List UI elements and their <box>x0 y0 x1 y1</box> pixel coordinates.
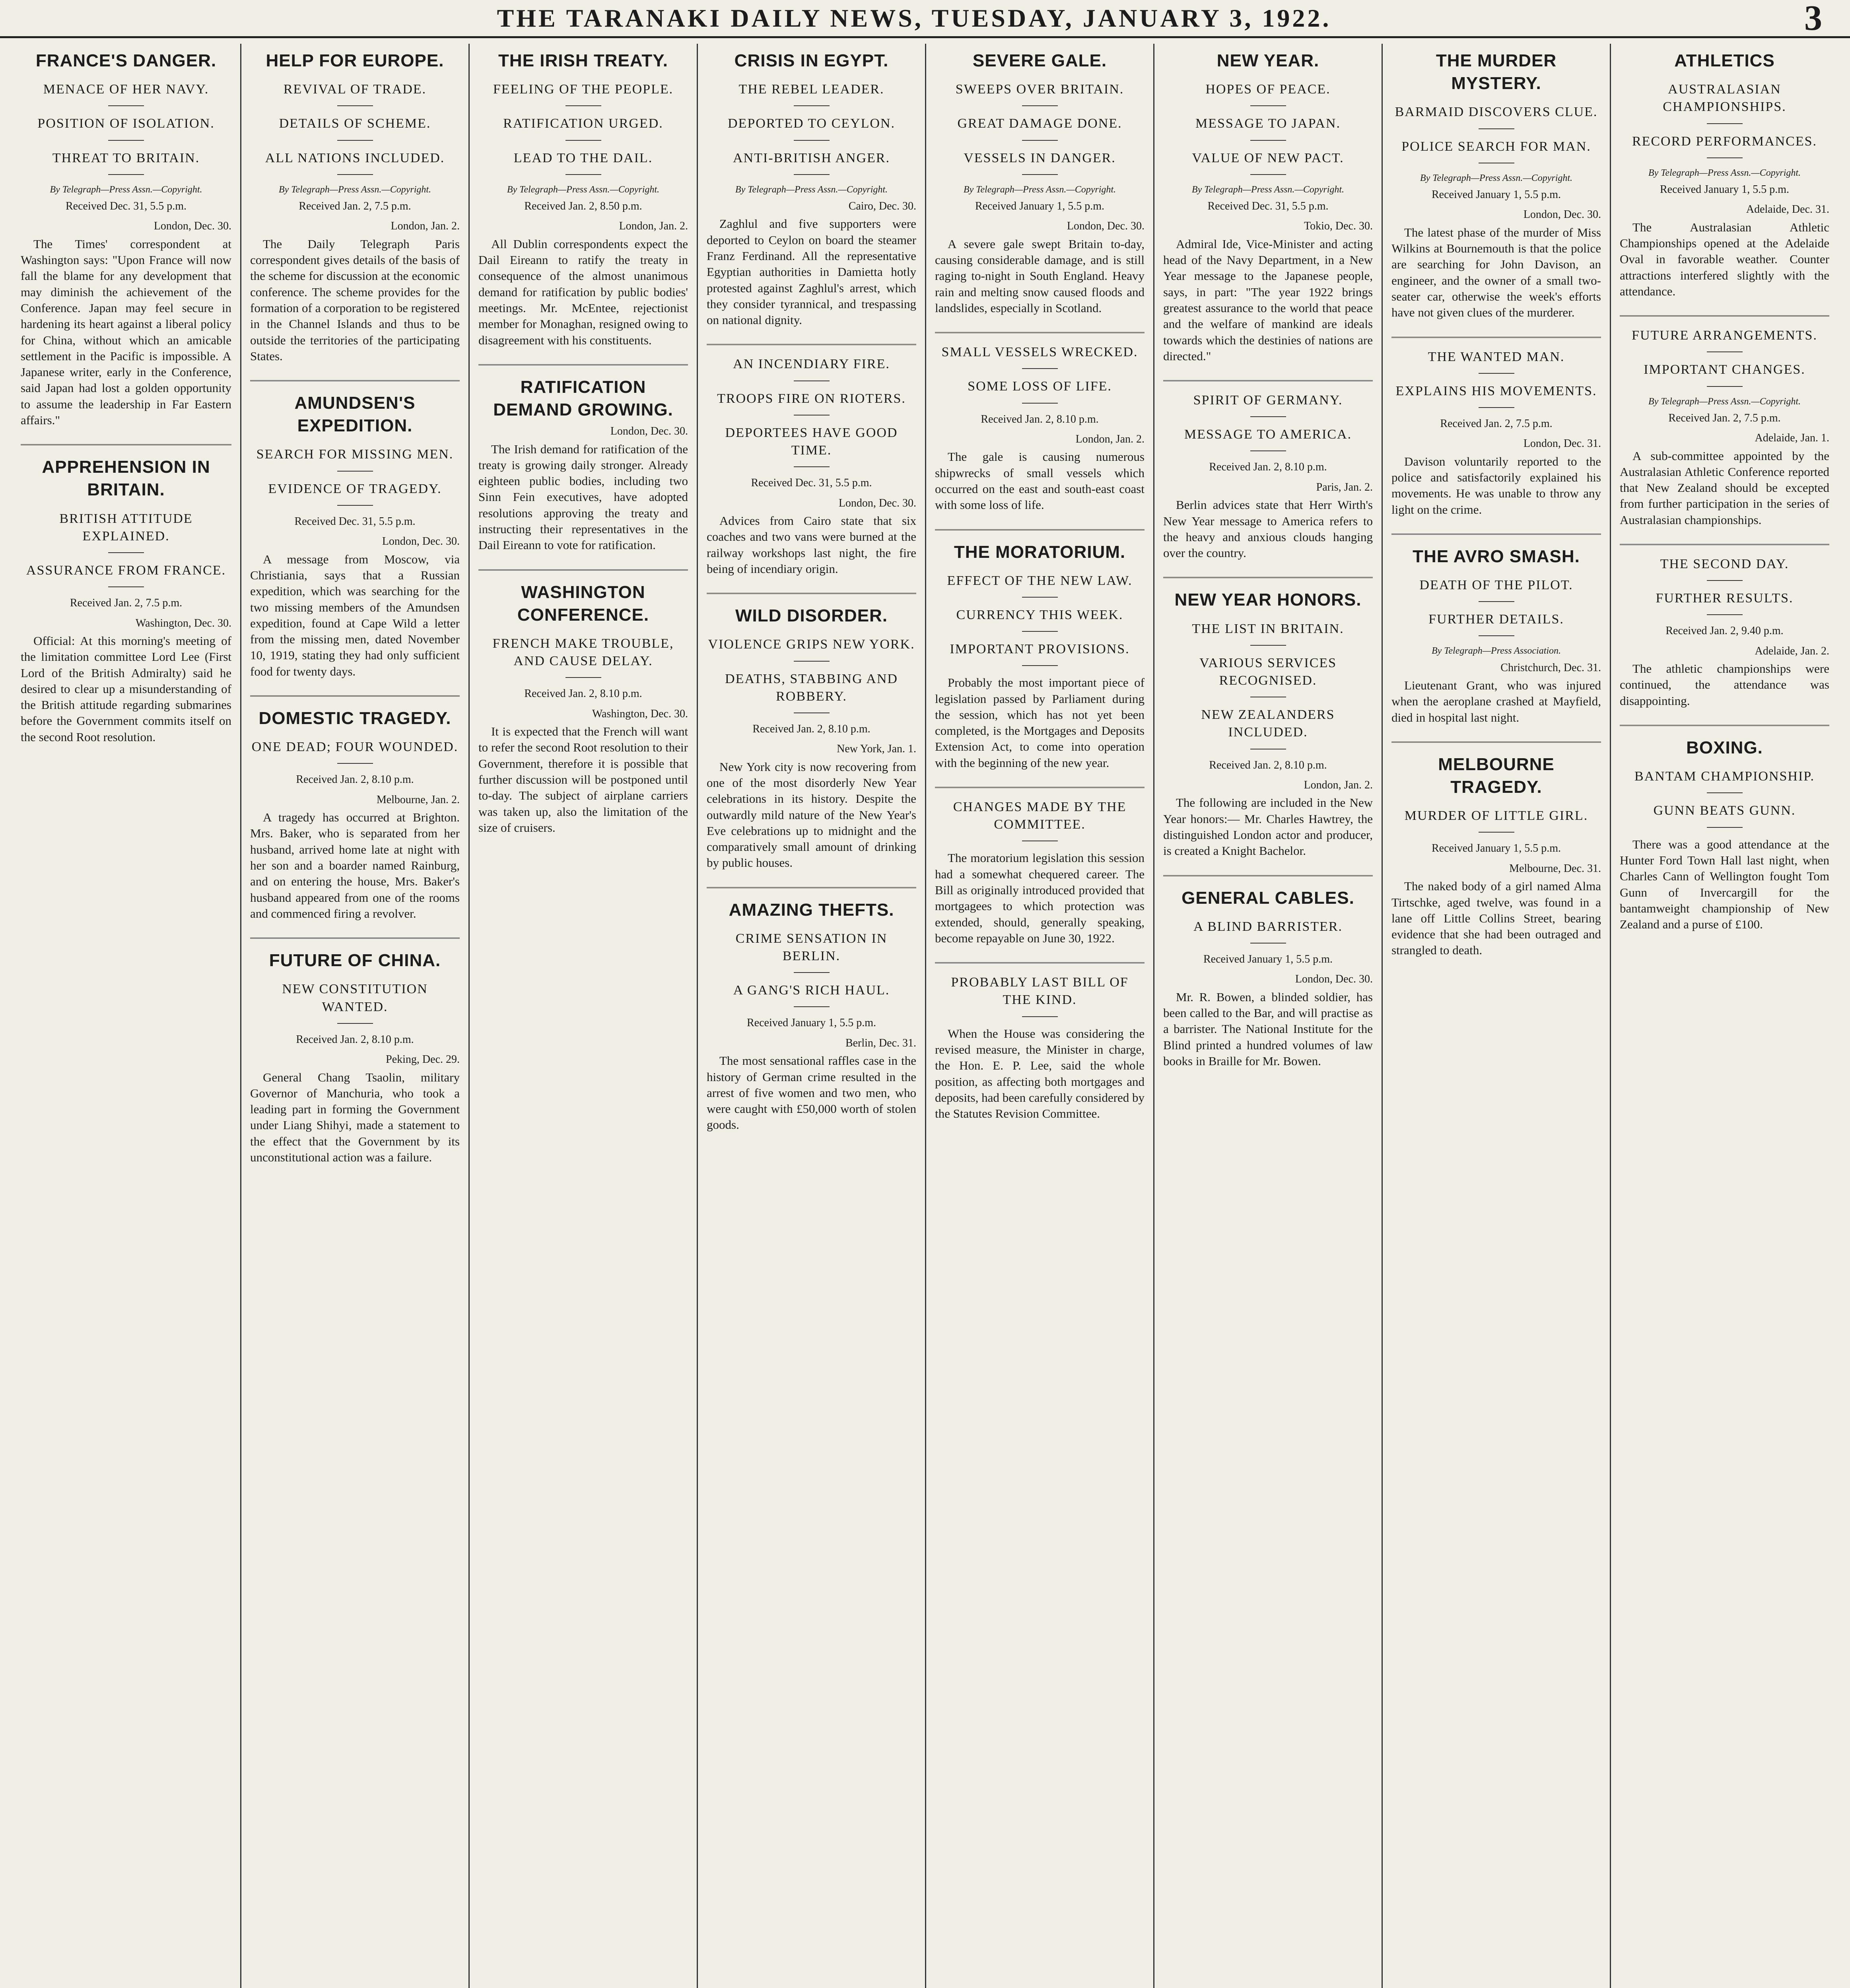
article-body <box>478 724 688 836</box>
article-received: Received Jan. 2, 8.10 p.m. <box>296 773 414 786</box>
article-received: Received Dec. 31, 5.5 p.m. <box>1207 200 1329 212</box>
article <box>935 541 1145 771</box>
article-received: Received January 1, 5.5 p.m. <box>1203 953 1333 965</box>
article-subhead: MENACE OF HER NAVY. <box>21 81 231 106</box>
article-subhead: BRITISH ATTITUDE EXPLAINED. <box>21 510 231 553</box>
article-divider <box>1163 577 1373 578</box>
article-headline: MELBOURNE TRAGEDY. <box>1438 754 1555 797</box>
article-body <box>707 759 916 871</box>
article-received: Received Jan. 2, 8.10 p.m. <box>752 722 871 735</box>
article-dateline: London, Dec. 30. <box>838 497 916 509</box>
article-dateline: London, Jan. 2. <box>1075 433 1145 445</box>
article-paragraph: A message from Moscow, via Christiania, says that a Russian expedition, which was searching for the two missing members of the Amundsen expedition, found at Cape Wild a letter from the missing men, dated November 10, 1919, stating they had only sufficient food for twenty days. <box>250 552 460 678</box>
article-received: Received January 1, 5.5 p.m. <box>975 200 1105 212</box>
article-paragraph: It is expected that the French will want to refer the second Root resolution to their Government, therefore it is possible that further discussion will be postponed until to-day. The subject of airplane carriers was taken up, also the limitation of the size of cruisers. <box>478 724 688 835</box>
article-dateline: Adelaide, Jan. 1. <box>1755 432 1829 445</box>
column-3 <box>468 44 697 1988</box>
article-body <box>1163 236 1373 364</box>
article <box>250 392 460 679</box>
article-subhead: AUSTRALASIAN CHAMPIONSHIPS. <box>1620 81 1829 124</box>
article-dateline: Washington, Dec. 30. <box>592 707 688 720</box>
article-dateline: Adelaide, Jan. 2. <box>1755 645 1829 657</box>
masthead <box>0 0 1850 38</box>
article <box>935 974 1145 1122</box>
article-body <box>1163 497 1373 561</box>
article <box>250 949 460 1165</box>
article-body <box>935 675 1145 771</box>
article-subhead: EXPLAINS HIS MOVEMENTS. <box>1391 382 1601 408</box>
article-body <box>707 1053 916 1133</box>
article-body <box>250 236 460 364</box>
article <box>1391 49 1601 321</box>
article-dateline: Paris, Jan. 2. <box>1316 481 1373 493</box>
article-dateline: London, Dec. 30. <box>610 425 688 438</box>
page-number: 3 <box>1804 0 1822 38</box>
article <box>21 49 231 428</box>
article-body <box>478 236 688 348</box>
article-dateline: Christchurch, Dec. 31. <box>1500 661 1601 674</box>
article-dateline: Melbourne, Jan. 2. <box>376 793 460 806</box>
article-body <box>21 633 231 745</box>
article-subhead: ONE DEAD; FOUR WOUNDED. <box>250 738 460 764</box>
article-headline: BOXING. <box>1686 738 1763 758</box>
article-subhead: SWEEPS OVER BRITAIN. <box>935 81 1145 106</box>
article-subhead: NEW CONSTITUTION WANTED. <box>250 980 460 1023</box>
article-divider <box>1620 725 1829 726</box>
article <box>1163 392 1373 561</box>
article <box>478 581 688 836</box>
article-headline: THE MURDER MYSTERY. <box>1436 51 1557 93</box>
article <box>1391 348 1601 518</box>
column-2 <box>240 44 468 1988</box>
article-subhead: RECORD PERFORMANCES. <box>1620 133 1829 158</box>
article-headline: FUTURE OF CHINA. <box>269 951 441 971</box>
article-received: Received January 1, 5.5 p.m. <box>746 1017 876 1029</box>
article-paragraph: Mr. R. Bowen, a blinded soldier, has been called to the Bar, and will practise as a barrister. The National Institute for the Blind printed a hundred volumes of law books in Braille for Mr. Bowen. <box>1163 990 1373 1068</box>
column-6 <box>1153 44 1382 1988</box>
article-paragraph: Lieutenant Grant, who was injured when the aeroplane crashed at Mayfield, died in hospital last night. <box>1391 678 1601 724</box>
article-subhead: FUTURE ARRANGEMENTS. <box>1620 327 1829 352</box>
article-subhead: LEAD TO THE DAIL. <box>478 149 688 175</box>
article-body <box>1163 989 1373 1069</box>
article-received: Received Jan. 2, 7.5 p.m. <box>70 597 183 610</box>
article-subhead: DEATHS, STABBING AND ROBBERY. <box>707 670 916 713</box>
article-received: Received Jan. 2, 8.50 p.m. <box>524 200 642 212</box>
article-paragraph: When the House was considering the revised measure, the Minister in charge, the Hon. E. P. Lee, said the whole position, as affecting both mortgages and deposits, had been carefully considered by the Statutes Revision Committee. <box>935 1026 1145 1121</box>
article-subhead: MESSAGE TO JAPAN. <box>1163 115 1373 140</box>
article-paragraph: The Daily Telegraph Paris correspondent gives details of the basis of the scheme for discussion at the economic conference. The scheme provides for the formation of a corporation to be registered in the Channel Islands and thus to be outside the territories of the participating States. <box>250 237 460 363</box>
article-received: Received Dec. 31, 5.5 p.m. <box>751 477 872 489</box>
article-headline: APPREHENSION IN BRITAIN. <box>42 457 210 500</box>
article-divider <box>707 344 916 345</box>
masthead-title: THE TARANAKI DAILY NEWS, TUESDAY, JANUARY 3, 1922. <box>497 4 1331 32</box>
article <box>1391 753 1601 959</box>
article-headline: THE IRISH TREATY. <box>498 51 668 70</box>
article-subhead: SPIRIT OF GERMANY. <box>1163 392 1373 417</box>
article-subhead: FURTHER DETAILS. <box>1391 611 1601 636</box>
article-dateline: London, Dec. 30. <box>1523 208 1601 221</box>
article-subhead: SEARCH FOR MISSING MEN. <box>250 446 460 471</box>
article-body <box>1391 678 1601 726</box>
article-subhead: SMALL VESSELS WRECKED. <box>935 344 1145 369</box>
article-subhead: REVIVAL OF TRADE. <box>250 81 460 106</box>
article-paragraph: There was a good attendance at the Hunter Ford Town Hall last night, when Charles Cann of Wellington fought Tom Gunn of Invercargill for the bantamweight championship of New Zealand and a purse of £100. <box>1620 837 1829 932</box>
article-dateline: London, Jan. 2. <box>1304 779 1373 791</box>
article-subhead: DEPORTED TO CEYLON. <box>707 115 916 140</box>
article-divider <box>1391 337 1601 338</box>
article-dateline: Melbourne, Dec. 31. <box>1509 862 1601 875</box>
article-paragraph: Advices from Cairo state that six coaches and two vans were burned at the railway workshops last night, the fire being of incendiary origin. <box>707 513 916 576</box>
article-body <box>707 513 916 577</box>
article-subhead: FRENCH MAKE TROUBLE, AND CAUSE DELAY. <box>478 635 688 678</box>
article-subhead: THE LIST IN BRITAIN. <box>1163 620 1373 646</box>
article-byline: By Telegraph—Press Assn.—Copyright. <box>1648 167 1801 178</box>
article-paragraph: The athletic championships were continued, the attendance was disappointing. <box>1620 662 1829 708</box>
article-byline: By Telegraph—Press Assn.—Copyright. <box>1420 173 1573 183</box>
article-received: Received Dec. 31, 5.5 p.m. <box>294 515 416 528</box>
article-byline: By Telegraph—Press Assn.—Copyright. <box>735 184 888 195</box>
article-headline: NEW YEAR. <box>1216 51 1319 70</box>
article-body <box>935 449 1145 513</box>
article <box>478 49 688 348</box>
article-paragraph: A severe gale swept Britain to-day, causing considerable damage, and is still raging to-night in South England. Heavy rain and melting snow caused floods and landslides, especially in Scotland. <box>935 237 1145 315</box>
article-paragraph: The Australasian Athletic Championships opened at the Adelaide Oval in favorable weather. Counter attractions interfered slightly with the attendance. <box>1620 220 1829 298</box>
article-subhead: BARMAID DISCOVERS CLUE. <box>1391 103 1601 129</box>
article-subhead: THREAT TO BRITAIN. <box>21 149 231 175</box>
article-subhead: PROBABLY LAST BILL OF THE KIND. <box>935 974 1145 1017</box>
article <box>707 899 916 1133</box>
article-body <box>935 1026 1145 1122</box>
article-byline: By Telegraph—Press Association. <box>1431 646 1561 656</box>
article-divider <box>935 332 1145 333</box>
article-body <box>935 236 1145 316</box>
article-dateline: Cairo, Dec. 30. <box>848 200 916 212</box>
article-headline: CRISIS IN EGYPT. <box>734 51 889 70</box>
article-received: Received Jan. 2, 7.5 p.m. <box>1668 412 1781 424</box>
column-7 <box>1382 44 1610 1988</box>
article-subhead: BANTAM CHAMPIONSHIP. <box>1620 768 1829 793</box>
article-dateline: Tokio, Dec. 30. <box>1304 220 1373 233</box>
article-paragraph: All Dublin correspondents expect the Dail Eireann to ratify the treaty in consequence of the almost unanimous demand for ratification by public bodies' meetings. Mr. McEntee, rejectionist member for Monaghan, resigned owing to disagreement with his constituents. <box>478 237 688 347</box>
article-headline: NEW YEAR HONORS. <box>1174 590 1362 610</box>
article-paragraph: The Times' correspondent at Washington says: "Upon France will now fall the blame for any development that may diminish the achievement of the Conference. Japan may feel secure in hardening its heart against a liberal policy for China, without which an amicable settlement in the Pacific is impossible. A Japanese writer, early in the Conference, said Japan had lost a golden opportunity to assume the leadership in Far Eastern affairs." <box>21 237 231 427</box>
article-divider <box>250 938 460 939</box>
article-dateline: London, Dec. 30. <box>382 535 460 548</box>
columns <box>12 44 1838 1988</box>
article-headline: WILD DISORDER. <box>735 606 888 626</box>
article-divider <box>935 787 1145 788</box>
column-4 <box>697 44 925 1988</box>
article-paragraph: Davison voluntarily reported to the police and satisfactorily explained his movements. He was unable to throw any light on the crime. <box>1391 454 1601 516</box>
article-received: Received January 1, 5.5 p.m. <box>1660 183 1790 196</box>
article-body <box>1620 448 1829 528</box>
article-paragraph: The Irish demand for ratification of the treaty is growing daily stronger. Already eighteen public bodies, including two Sinn Fein executives, have adopted resolutions approving the treaty and instructing their representatives in the Dail Eireann to vote for ratification. <box>478 442 688 552</box>
article-subhead: GUNN BEATS GUNN. <box>1620 802 1829 827</box>
article <box>250 707 460 922</box>
article-headline: THE MORATORIUM. <box>954 542 1126 562</box>
article-paragraph: New York city is now recovering from one of the most disorderly New Year celebrations in its history. Despite the outwardly mild nature of the New Year's Eve celebrations up to midnight and the comparatively small amount of drinking by public houses. <box>707 759 916 870</box>
article-divider <box>1620 315 1829 316</box>
article <box>935 344 1145 513</box>
article-received: Received Jan. 2, 9.40 p.m. <box>1665 625 1784 637</box>
article <box>1620 736 1829 932</box>
article-subhead: IMPORTANT PROVISIONS. <box>935 641 1145 666</box>
article-subhead: EFFECT OF THE NEW LAW. <box>935 572 1145 598</box>
article <box>1163 887 1373 1070</box>
article-received: Received January 1, 5.5 p.m. <box>1431 842 1561 855</box>
article-subhead: POLICE SEARCH FOR MAN. <box>1391 138 1601 163</box>
article-subhead: POSITION OF ISOLATION. <box>21 115 231 140</box>
column-1 <box>12 44 240 1988</box>
article-paragraph: Official: At this morning's meeting of the limitation committee Lord Lee (First Lord of the British Admiralty) said he desired to clear up a misunderstanding of the British attitude regarding submarines before the Government commits itself on the second Root resolution. <box>21 634 231 744</box>
article-headline: THE AVRO SMASH. <box>1413 546 1580 566</box>
article-dateline: Berlin, Dec. 31. <box>845 1037 916 1049</box>
article-body <box>707 216 916 328</box>
article-body <box>21 236 231 429</box>
article-body <box>1620 661 1829 709</box>
article-dateline: Washington, Dec. 30. <box>135 617 231 629</box>
article-subhead: FEELING OF THE PEOPLE. <box>478 81 688 106</box>
article-subhead: EVIDENCE OF TRAGEDY. <box>250 480 460 506</box>
article-received: Received Jan. 2, 8.10 p.m. <box>1209 759 1327 771</box>
article-subhead: CURRENCY THIS WEEK. <box>935 606 1145 632</box>
article-body <box>250 551 460 679</box>
article-divider <box>478 364 688 365</box>
article-subhead: ASSURANCE FROM FRANCE. <box>21 562 231 587</box>
article-headline: RATIFICATION DEMAND GROWING. <box>493 377 673 419</box>
article-received: Received January 1, 5.5 p.m. <box>1431 188 1561 201</box>
article-received: Received Jan. 2, 8.10 p.m. <box>296 1033 414 1046</box>
article-subhead: A GANG'S RICH HAUL. <box>707 982 916 1007</box>
article-divider <box>1391 742 1601 743</box>
article-divider <box>1163 380 1373 381</box>
article-paragraph: The naked body of a girl named Alma Tirtschke, aged twelve, was found in a lane off Little Collins Street, bearing evidence that she had been outraged and strangled to death. <box>1391 879 1601 957</box>
column-5 <box>925 44 1153 1988</box>
article-subhead: A BLIND BARRISTER. <box>1163 918 1373 944</box>
article-subhead: GREAT DAMAGE DONE. <box>935 115 1145 140</box>
article-received: Received Jan. 2, 8.10 p.m. <box>524 687 642 700</box>
article-paragraph: A tragedy has occurred at Brighton. Mrs. Baker, who is separated from her husband, arrived home late at night with her son and a boarder named Rainburg, and on entering the house, Mrs. Baker's husband appeared from one of the rooms and commenced firing a revolver. <box>250 810 460 920</box>
article-paragraph: The gale is causing numerous shipwrecks of small vessels which occurred on the east and south-east coast with some loss of life. <box>935 450 1145 512</box>
article-paragraph: Berlin advices state that Herr Wirth's New Year message to America refers to the heavy and anxious clouds hanging over the country. <box>1163 498 1373 560</box>
article-subhead: DETAILS OF SCHEME. <box>250 115 460 140</box>
article-dateline: London, Dec. 30. <box>1067 220 1145 233</box>
article-received: Received Jan. 2, 7.5 p.m. <box>299 200 411 212</box>
article-headline: HELP FOR EUROPE. <box>266 51 444 70</box>
article <box>707 49 916 328</box>
article-paragraph: A sub-committee appointed by the Australasian Athletic Conference reported that New Zealand should be excepted from further participation in the series of Australasian championships. <box>1620 448 1829 527</box>
article-divider <box>935 529 1145 530</box>
article-byline: By Telegraph—Press Assn.—Copyright. <box>1191 184 1345 195</box>
article-byline: By Telegraph—Press Assn.—Copyright. <box>1648 396 1801 407</box>
article-received: Received Dec. 31, 5.5 p.m. <box>65 200 187 212</box>
article-subhead: ANTI-BRITISH ANGER. <box>707 149 916 175</box>
article <box>21 456 231 745</box>
article-subhead: MESSAGE TO AMERICA. <box>1163 426 1373 451</box>
article-paragraph: Admiral Ide, Vice-Minister and acting head of the Navy Department, in a New Year message to the Japanese people, says, in part: "The year 1922 brings greatest assurance to the world that peace and the welfare of mankind are ideals towards which the destinies of nations are directed." <box>1163 237 1373 363</box>
article <box>935 49 1145 316</box>
article <box>1163 588 1373 859</box>
article-dateline: London, Dec. 31. <box>1523 437 1601 450</box>
article-divider <box>707 593 916 594</box>
article <box>478 376 688 553</box>
article-subhead: AN INCENDIARY FIRE. <box>707 355 916 381</box>
article <box>935 798 1145 946</box>
article-received: Received Jan. 2, 7.5 p.m. <box>1440 417 1553 430</box>
article-paragraph: Zaghlul and five supporters were deported to Ceylon on board the steamer Franz Ferdinand. All the representative Egyptian authorities in Damietta hotly protested against Zaghlul's arrest, which they consider tyrannical, and trespassing on national dignity. <box>707 217 916 327</box>
article-received: Received Jan. 2, 8.10 p.m. <box>981 413 1099 425</box>
article-body <box>1391 878 1601 958</box>
article-subhead: ALL NATIONS INCLUDED. <box>250 149 460 175</box>
article-headline: DOMESTIC TRAGEDY. <box>258 709 451 728</box>
article-headline: SEVERE GALE. <box>972 51 1107 70</box>
article-subhead: THE SECOND DAY. <box>1620 555 1829 581</box>
article <box>1163 49 1373 364</box>
article-subhead: NEW ZEALANDERS INCLUDED. <box>1163 706 1373 749</box>
article-body <box>1391 454 1601 518</box>
article-dateline: New York, Jan. 1. <box>837 743 916 755</box>
article-paragraph: The most sensational raffles case in the history of German crime resulted in the arrest of five women and two men, who were caught with £50,000 worth of stolen goods. <box>707 1054 916 1132</box>
article-body <box>1620 219 1829 299</box>
article-headline: FRANCE'S DANGER. <box>35 51 217 70</box>
article-subhead: SOME LOSS OF LIFE. <box>935 378 1145 403</box>
article-divider <box>478 569 688 571</box>
article-headline: AMUNDSEN'S EXPEDITION. <box>294 393 416 436</box>
article-subhead: MURDER OF LITTLE GIRL. <box>1391 807 1601 833</box>
article-dateline: Peking, Dec. 29. <box>386 1053 460 1066</box>
article-divider <box>1163 875 1373 876</box>
article-subhead: CRIME SENSATION IN BERLIN. <box>707 930 916 973</box>
article-paragraph: The moratorium legislation this session had a somewhat chequered career. The Bill as originally introduced provided that mortgagees to which protection was extended, should, generally speaking, become repayable on June 30, 1922. <box>935 851 1145 945</box>
article <box>707 355 916 577</box>
article-subhead: RATIFICATION URGED. <box>478 115 688 140</box>
article-paragraph: General Chang Tsaolin, military Governor of Manchuria, who took a leading part in forming the Government under Liang Shihyi, made a statement to the effect that the Government by its unconstitutional action was a failure. <box>250 1070 460 1165</box>
article-dateline: London, Jan. 2. <box>391 220 460 233</box>
article-divider <box>707 887 916 888</box>
article-body <box>935 850 1145 946</box>
article-body <box>1163 795 1373 859</box>
article <box>1620 555 1829 709</box>
article <box>707 604 916 871</box>
article-divider <box>1391 534 1601 535</box>
article-dateline: London, Dec. 30. <box>1295 973 1373 986</box>
article-divider <box>935 962 1145 963</box>
article-subhead: VARIOUS SERVICES RECOGNISED. <box>1163 654 1373 697</box>
article-subhead: HOPES OF PEACE. <box>1163 81 1373 106</box>
article-subhead: VALUE OF NEW PACT. <box>1163 149 1373 175</box>
article-headline: WASHINGTON CONFERENCE. <box>517 582 649 625</box>
article-received: Received Jan. 2, 8.10 p.m. <box>1209 461 1327 474</box>
article <box>250 49 460 364</box>
article-subhead: TROOPS FIRE ON RIOTERS. <box>707 390 916 415</box>
article-divider <box>250 695 460 697</box>
article-paragraph: The latest phase of the murder of Miss Wilkins at Bournemouth is that the police are searching for John Davison, an engineer, and the owner of a small two-seater car, otherwise the week's efforts have not given clues of the murderer. <box>1391 225 1601 320</box>
article-subhead: THE WANTED MAN. <box>1391 348 1601 374</box>
article-subhead: THE REBEL LEADER. <box>707 81 916 106</box>
column-8 <box>1610 44 1838 1988</box>
article-dateline: London, Dec. 30. <box>154 220 231 233</box>
article-divider <box>1620 544 1829 545</box>
article-headline: AMAZING THEFTS. <box>729 900 894 920</box>
article-paragraph: Probably the most important piece of legislation passed by Parliament during the session, which has not yet been completed, is the Mortgages and Deposits Extension Act, to come into operation with the beginning of the new year. <box>935 676 1145 770</box>
article-byline: By Telegraph—Press Assn.—Copyright. <box>963 184 1116 195</box>
article-body <box>250 1070 460 1166</box>
article-subhead: VESSELS IN DANGER. <box>935 149 1145 175</box>
article <box>1620 327 1829 528</box>
article-byline: By Telegraph—Press Assn.—Copyright. <box>507 184 660 195</box>
article-subhead: IMPORTANT CHANGES. <box>1620 361 1829 386</box>
article-byline: By Telegraph—Press Assn.—Copyright. <box>278 184 431 195</box>
article-subhead: DEATH OF THE PILOT. <box>1391 577 1601 602</box>
article-headline: GENERAL CABLES. <box>1182 888 1354 908</box>
article-body <box>478 441 688 553</box>
article-byline: By Telegraph—Press Assn.—Copyright. <box>50 184 202 195</box>
article-body <box>250 810 460 922</box>
article-dateline: Adelaide, Dec. 31. <box>1746 203 1829 216</box>
article <box>1620 49 1829 299</box>
article-headline: ATHLETICS <box>1674 51 1775 70</box>
article-dateline: London, Jan. 2. <box>619 220 688 233</box>
article-divider <box>250 380 460 381</box>
article-subhead: DEPORTEES HAVE GOOD TIME. <box>707 424 916 467</box>
article-subhead: VIOLENCE GRIPS NEW YORK. <box>707 636 916 661</box>
article-body <box>1620 837 1829 933</box>
article-subhead: FURTHER RESULTS. <box>1620 590 1829 615</box>
article-paragraph: The following are included in the New Year honors:— Mr. Charles Hawtrey, the distinguished London actor and producer, is created a Knight Bachelor. <box>1163 796 1373 858</box>
article-subhead: CHANGES MADE BY THE COMMITTEE. <box>935 798 1145 841</box>
article-body <box>1391 225 1601 321</box>
article <box>1391 545 1601 726</box>
article-divider <box>21 444 231 445</box>
